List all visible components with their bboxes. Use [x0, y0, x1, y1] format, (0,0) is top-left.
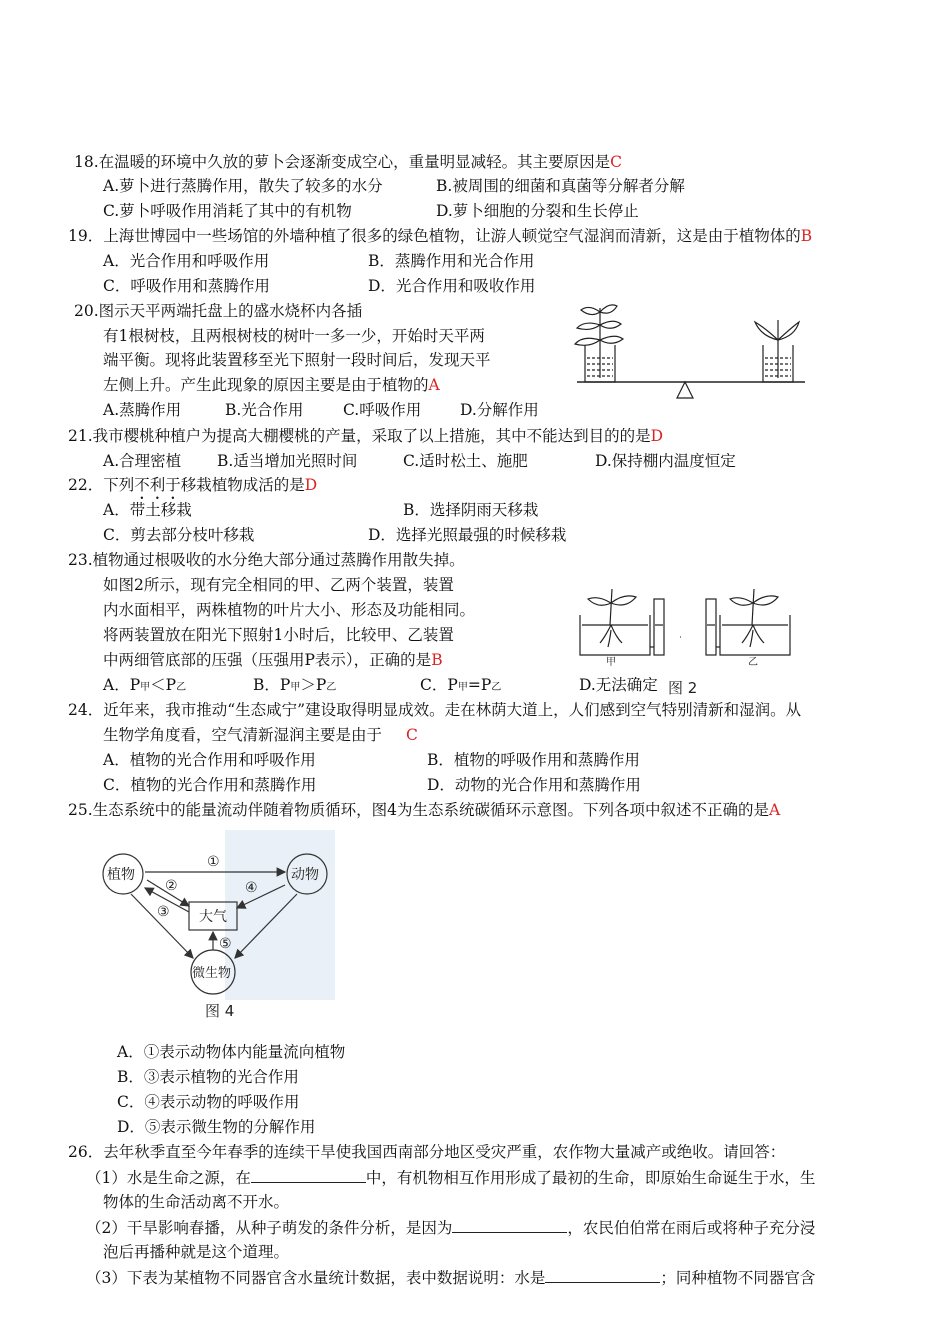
q23-answer: B	[431, 651, 443, 669]
q25-stem: 25.生态系统中的能量流动伴随着物质循环，图4为生态系统碳循环示意图。下列各项中叙述不正确的是A	[68, 801, 781, 819]
q20-line4: 左侧上升。产生此现象的原因主要是由于植物的A	[103, 376, 440, 394]
q26-blank-1[interactable]	[251, 1167, 366, 1183]
figure-2-label-jia: 甲	[606, 657, 616, 668]
q20-line3: 端平衡。现将此装置移至光下照射一段时间后，发现天平	[103, 351, 491, 369]
figure-4-carbon-cycle	[95, 830, 340, 1030]
q24-line1: 24．近年来，我市推动“生态咸宁”建设取得明显成效。走在林荫大道上，人们感到空气特别清新和湿润。从	[68, 701, 802, 719]
q23-line5: 中两细管底部的压强（压强用P表示），正确的是B	[103, 651, 443, 669]
q25-option-a: A．①表示动物体内能量流向植物	[117, 1043, 346, 1061]
q21-option-c: C.适时松土、施肥	[403, 452, 528, 470]
node-plant: 植物	[107, 867, 135, 883]
q22-option-b: B．选择阴雨天移栽	[403, 501, 539, 519]
q24-option-d: D．动物的光合作用和蒸腾作用	[427, 776, 641, 794]
q20-line1: 20.图示天平两端托盘上的盛水烧杯内各插	[74, 302, 363, 320]
q19-option-d: D．光合作用和吸收作用	[368, 277, 536, 295]
q19-stem: 19．上海世博园中一些场馆的外墙种植了很多的绿色植物，让游人顿觉空气湿润而清新，这是由于植物体的B	[68, 227, 813, 245]
q23-option-c: C．P甲=P乙	[420, 676, 502, 694]
q18-stem: 18.在温暖的环境中久放的萝卜会逐渐变成空心，重量明显减轻。其主要原因是C	[74, 153, 623, 171]
q26-blank-3[interactable]	[545, 1267, 660, 1283]
q21-option-b: B.适当增加光照时间	[217, 452, 358, 470]
q26-blank-2[interactable]	[452, 1217, 567, 1233]
q25-answer: A	[769, 801, 781, 819]
q21-answer: D	[650, 427, 664, 445]
q22-answer: D	[304, 476, 318, 494]
arrow-3-label: ③	[157, 904, 170, 920]
q18-option-c: C.萝卜呼吸作用消耗了其中的有机物	[103, 202, 352, 220]
q20-option-b: B.光合作用	[225, 401, 304, 419]
q23-line2: 如图2所示，现有完全相同的甲、乙两个装置，装置	[103, 576, 454, 594]
q23-line3: 内水面相平，两株植物的叶片大小、形态及功能相同。	[103, 601, 476, 619]
node-microbe: 微生物	[192, 966, 232, 981]
figure-2-label-yi: 乙	[748, 657, 758, 668]
q20-option-a: A.蒸腾作用	[103, 401, 182, 419]
q18-option-b: B.被周围的细菌和真菌等分解者分解	[436, 177, 685, 195]
q26-part2-cont: 泡后再播种就是这个道理。	[103, 1243, 290, 1261]
q22-stem: 22．下列不利于移栽植物成活的是D	[68, 476, 318, 494]
q22-option-a: A．带土移栽	[103, 501, 192, 519]
node-animal: 动物	[291, 867, 319, 883]
q24-line2: 生物学角度看，空气清新湿润主要是由于 C	[103, 726, 418, 744]
q19-option-a: A．光合作用和呼吸作用	[103, 252, 270, 270]
q23-line1: 23.植物通过根吸收的水分绝大部分通过蒸腾作用散失掉。	[68, 551, 465, 569]
q22-option-c: C．剪去部分枝叶移栽	[103, 526, 255, 544]
q21-option-a: A.合理密植	[103, 452, 182, 470]
q23-option-d: D.无法确定	[579, 676, 658, 694]
arrow-4-label: ④	[245, 880, 258, 896]
q20-line2: 有1根树枝，且两根树枝的树叶一多一少，开始时天平两	[103, 327, 485, 345]
q24-option-c: C．植物的光合作用和蒸腾作用	[103, 776, 317, 794]
figure-2-caption: 图 2	[668, 679, 698, 697]
q19-option-c: C．呼吸作用和蒸腾作用	[103, 277, 270, 295]
q21-stem: 21.我市樱桃种植户为提高大棚樱桃的产量，采取了以上措施，其中不能达到目的的是D	[68, 427, 664, 445]
q20-answer: A	[428, 376, 440, 394]
q23-option-a: A．P甲＜P乙	[103, 676, 187, 694]
q24-option-a: A．植物的光合作用和呼吸作用	[103, 751, 316, 769]
figure-4-caption: 图 4	[205, 1002, 235, 1020]
q19-option-b: B．蒸腾作用和光合作用	[368, 252, 535, 270]
q19-answer: B	[800, 227, 813, 245]
q20-option-d: D.分解作用	[460, 401, 539, 419]
q18-answer: C	[610, 153, 623, 171]
arrow-5-label: ⑤	[219, 936, 232, 952]
q22-option-d: D．选择光照最强的时候移栽	[368, 526, 567, 544]
q25-option-b: B．③表示植物的光合作用	[117, 1068, 299, 1086]
q26-part1: （1）水是生命之源，在 中，有机物相互作用形成了最初的生命，即原始生命诞生于水，生	[86, 1169, 816, 1187]
q26-stem: 26．去年秋季直至今年春季的连续干旱使我国西南部分地区受灾严重，农作物大量减产或绝收。请回答：	[68, 1143, 786, 1161]
arrow-1-label: ①	[207, 854, 220, 870]
q21-option-d: D.保持棚内温度恒定	[595, 452, 736, 470]
q25-option-d: D．⑤表示微生物的分解作用	[117, 1118, 316, 1136]
q18-option-d: D.萝卜细胞的分裂和生长停止	[436, 202, 639, 220]
q20-option-c: C.呼吸作用	[343, 401, 422, 419]
q26-part3: （3）下表为某植物不同器官含水量统计数据，表中数据说明：水是 ；同种植物不同器官含	[86, 1269, 816, 1287]
figure-2-devices	[570, 585, 800, 700]
q26-part1-cont: 物体的生命活动离不开水。	[103, 1193, 290, 1211]
q18-option-a: A.萝卜进行蒸腾作用，散失了较多的水分	[103, 177, 383, 195]
q26-part2: （2）干旱影响春播，从种子萌发的条件分析，是因为 ，农民伯伯常在雨后或将种子充分浸	[86, 1219, 816, 1237]
q23-line4: 将两装置放在阳光下照射1小时后，比较甲、乙装置	[103, 626, 454, 644]
q24-option-b: B．植物的呼吸作用和蒸腾作用	[427, 751, 640, 769]
q22-emphasis: 不利于	[134, 476, 181, 494]
q25-option-c: C．④表示动物的呼吸作用	[117, 1093, 300, 1111]
balance-figure	[565, 300, 820, 405]
node-air: 大气	[199, 909, 227, 925]
arrow-2-label: ②	[165, 878, 178, 894]
q24-answer: C	[406, 726, 418, 744]
q23-option-b: B．P甲＞P乙	[253, 676, 337, 694]
